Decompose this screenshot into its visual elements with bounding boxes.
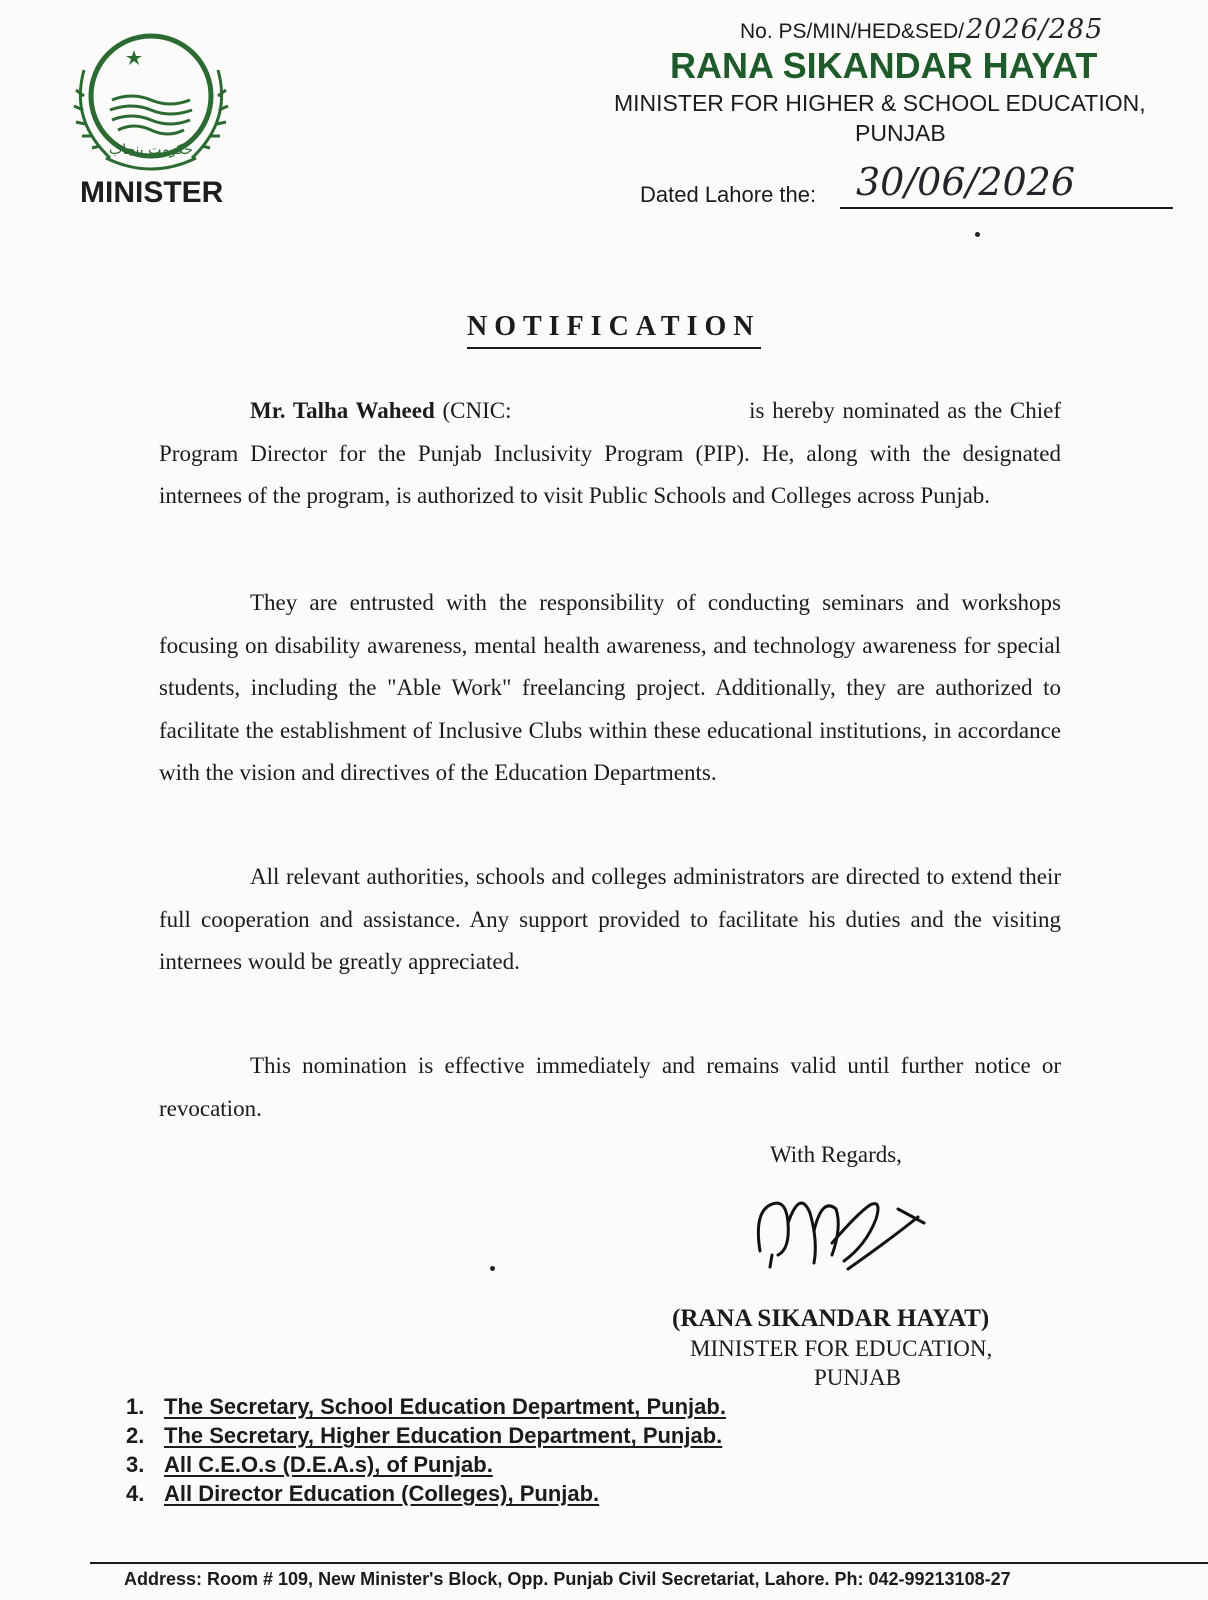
paragraph-validity <box>159 1045 1061 1130</box>
footer-divider <box>90 1562 1208 1564</box>
ink-dot <box>975 232 980 237</box>
distribution-list <box>126 1392 726 1508</box>
nominee-name: Mr. Talha Waheed <box>250 398 435 423</box>
reference-prefix: No. PS/MIN/HED&SED/ <box>740 20 965 43</box>
distribution-item: 3. All C.E.O.s (D.E.A.s), of Punjab. <box>126 1452 493 1477</box>
minister-name-title: RANA SIKANDAR HAYAT <box>670 45 1098 86</box>
footer-address: Address: Room # 109, New Minister's Block, Opp. Punjab Civil Secretariat, Lahore. Ph: 042-99213108-27 <box>124 1569 1011 1589</box>
cnic-label: (CNIC: <box>442 398 512 423</box>
cooperation-text: All relevant authorities, schools and colleges administrators are directed to extend their full cooperation and assistance. Any support provided to facilitate his duties and the visiting internees would be greatly appreciated. <box>159 864 1061 974</box>
dated-label: Dated Lahore the: <box>640 182 817 207</box>
distribution-item: 1. The Secretary, School Education Department, Punjab. <box>126 1394 726 1419</box>
punjab-emblem-logo <box>62 30 240 180</box>
paragraph-cooperation <box>159 856 1061 984</box>
handwritten-signature <box>748 1183 948 1303</box>
signatory-designation-1: MINISTER FOR EDUCATION, <box>690 1336 993 1361</box>
regards-text: With Regards, <box>770 1142 902 1167</box>
designation-line-2: PUNJAB <box>855 120 946 146</box>
reference-number <box>740 14 1103 45</box>
paragraph-responsibilities <box>159 582 1061 795</box>
emblem-script-text: حکومت پنجاب <box>109 142 193 158</box>
validity-text: This nomination is effective immediately and remains valid until further notice or revocation. <box>159 1053 1061 1121</box>
distribution-item: 2. The Secretary, Higher Education Department, Punjab. <box>126 1423 723 1448</box>
nomination-text: is hereby nominated as the Chief Program Director for the Punjab Inclusivity Program (PIP). He, along with the designated internees of the program, is authorized to visit Public Schools and Colleges across Punjab. <box>159 398 1062 508</box>
distribution-item: 4. All Director Education (Colleges), Punjab. <box>126 1481 600 1506</box>
date-underline <box>840 207 1173 209</box>
emblem-label: MINISTER <box>80 176 224 209</box>
date-handwritten: 30/06/2026 <box>856 160 1076 204</box>
reference-handwritten: 2026/285 <box>966 14 1104 45</box>
signatory-designation-2: PUNJAB <box>814 1365 901 1390</box>
ink-dot <box>490 1266 495 1271</box>
signatory-name: (RANA SIKANDAR HAYAT) <box>672 1305 990 1332</box>
notification-heading: NOTIFICATION <box>467 311 761 349</box>
designation-line-1: MINISTER FOR HIGHER & SCHOOL EDUCATION, <box>614 90 1146 116</box>
responsibilities-text: They are entrusted with the responsibility of conducting seminars and workshops focusing on disability awareness, mental health awareness, and technology awareness for special students, including the "Able Work" freelancing project. Additionally, they are authorized to facilitate the establishment of Inclusive Clubs within these educational institutions, in accordance with the vision and directives of the Education Departments. <box>159 590 1061 785</box>
paragraph-nomination <box>159 390 1061 518</box>
